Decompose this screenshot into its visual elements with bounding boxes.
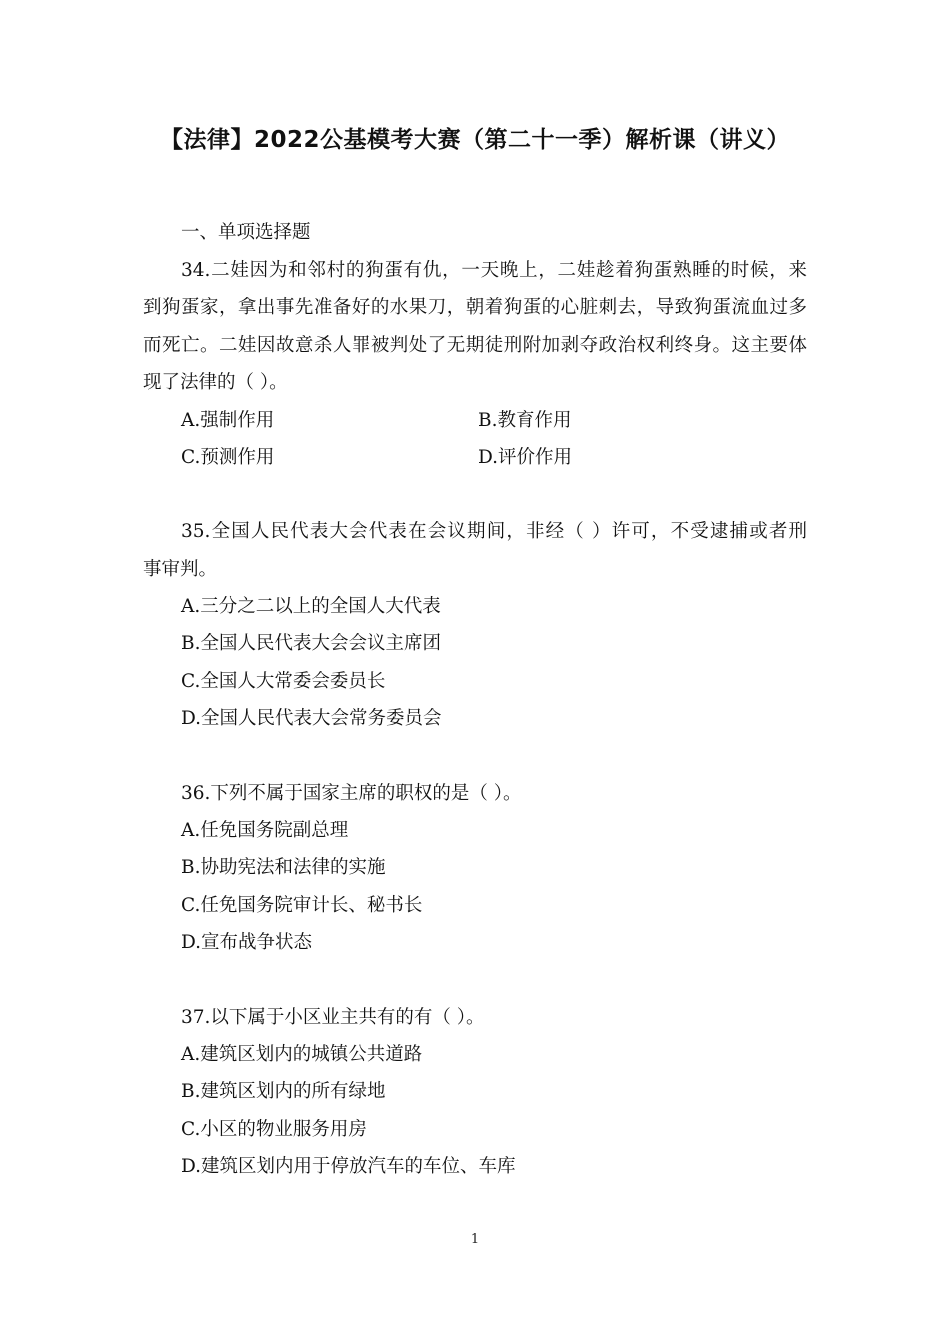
option-d: D.宣布战争状态 — [181, 932, 313, 953]
section-heading: 一、单项选择题 — [181, 222, 311, 243]
option-b: B.教育作用 — [478, 410, 572, 431]
question-stem-line: 到狗蛋家，拿出事先准备好的水果刀，朝着狗蛋的心脏刺去，导致狗蛋流血过多 — [143, 297, 807, 318]
question-stem-line: 37.以下属于小区业主共有的有（ ）。 — [181, 1007, 485, 1028]
option-a: A.任免国务院副总理 — [181, 820, 349, 841]
option-c: C.全国人大常委会委员长 — [181, 671, 386, 692]
option-b: B.全国人民代表大会会议主席团 — [181, 633, 441, 654]
question-stem-line: 而死亡。二娃因故意杀人罪被判处了无期徒刑附加剥夺政治权利终身。这主要体 — [143, 335, 807, 356]
question-stem-line: 35.全国人民代表大会代表在会议期间，非经（ ）许可，不受逮捕或者刑 — [181, 521, 807, 542]
option-a: A.强制作用 — [181, 410, 275, 431]
option-c: C.任免国务院审计长、秘书长 — [181, 895, 423, 916]
option-a: A.三分之二以上的全国人大代表 — [181, 596, 441, 617]
option-d: D.评价作用 — [478, 447, 573, 468]
option-c: C.小区的物业服务用房 — [181, 1119, 367, 1140]
option-d: D.全国人民代表大会常务委员会 — [181, 708, 442, 729]
option-d: D.建筑区划内用于停放汽车的车位、车库 — [181, 1156, 516, 1177]
question-stem-line: 事审判。 — [143, 559, 218, 580]
question-stem-line: 36.下列不属于国家主席的职权的是（ ）。 — [181, 783, 522, 804]
question-stem-line: 现了法律的（ ）。 — [143, 372, 288, 393]
page-number: 1 — [470, 1232, 480, 1247]
option-c: C.预测作用 — [181, 447, 275, 468]
option-a: A.建筑区划内的城镇公共道路 — [181, 1044, 423, 1065]
question-stem-line: 34.二娃因为和邻村的狗蛋有仇，一天晚上，二娃趁着狗蛋熟睡的时候，来 — [181, 260, 807, 281]
option-b: B.协助宪法和法律的实施 — [181, 857, 386, 878]
page-title: 【法律】2022公基模考大赛（第二十一季）解析课（讲义） — [159, 127, 790, 153]
option-b: B.建筑区划内的所有绿地 — [181, 1081, 386, 1102]
